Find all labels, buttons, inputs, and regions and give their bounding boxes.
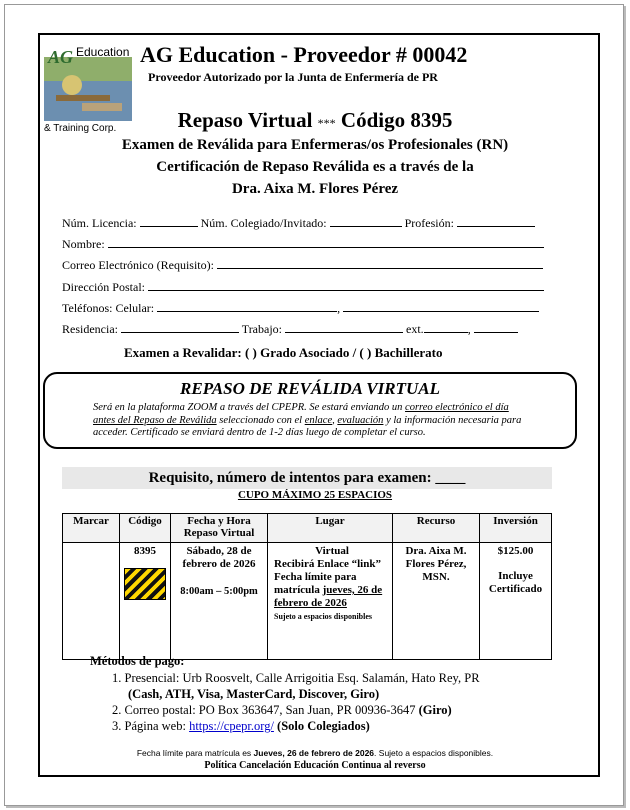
codigo-cell [120,543,171,660]
form-row-correo [62,256,543,273]
col-recurso: Recurso [393,514,480,543]
virtual-review-title: REPASO DE REVÁLIDA VIRTUAL [180,379,440,398]
course-line-3: Certificación de Repaso Reválida es a través de la [156,159,474,175]
codigo-value: 8395 [134,545,156,557]
celular-field[interactable] [157,299,337,312]
fecha-value: Sábado, 28 de febrero de 2026 [182,545,256,570]
logo-text-education: Education [76,45,130,59]
table-header-row [63,514,552,543]
ext-label: ext. [406,322,424,336]
requisito-band: Requisito, número de intentos para examen: ____ [62,467,552,489]
direccion-field[interactable] [148,278,544,291]
ext-field-2[interactable] [474,320,518,333]
payment-item-2: 2. Correo postal: PO Box 363647, San Juan, PR 00936-3647 (Giro) [112,703,452,717]
course-code: Código 8395 [340,108,453,132]
lugar-fecha-limite: Fecha límite para matrícula jueves, 26 de febrero de 2026 [274,571,383,609]
residencia-field[interactable] [121,320,239,333]
footer-policy: Política Cancelación Educación Continua al reverso [204,760,426,771]
course-line-2: Examen de Reválida para Enfermeras/os Profesionales (RN) [121,137,509,153]
colegiado-label: Núm. Colegiado/Invitado: [200,216,327,230]
precio-value: $125.00 [497,545,534,557]
form-row-nombre [62,235,544,252]
logo-text-training: & Training Corp. [44,123,117,134]
cpepr-link[interactable]: https://cpepr.org/ [189,719,274,733]
table-row [63,543,552,660]
fecha-cell [171,543,268,660]
col-lugar: Lugar [268,514,393,543]
course-line-4: Dra. Aixa M. Flores Pérez [231,181,399,197]
licencia-field[interactable] [140,214,198,227]
correo-field[interactable] [217,256,543,269]
payment-item-1-methods: (Cash, ATH, Visa, MasterCard, Discover, Giro) [128,687,380,701]
payment-item-3: 3. Página web: https://cpepr.org/ (Solo Colegiados) [112,719,370,733]
lugar-cell [268,543,393,660]
hora-value: 8:00am – 5:00pm [180,586,258,597]
col-fecha: Fecha y Hora Repaso Virtual [171,514,268,543]
lugar-virtual: Virtual [315,545,349,557]
trabajo-field[interactable] [285,320,403,333]
course-stars: *** [317,116,336,130]
form-row-direccion [62,278,544,295]
colegiado-field[interactable] [330,214,402,227]
course-name: Repaso Virtual [177,108,313,132]
profesion-label: Profesión: [404,216,454,230]
provider-title: AG Education - Proveedor # 00042 [140,42,468,67]
correo-label: Correo Electrónico (Requisito): [62,258,214,272]
provider-subtitle: Proveedor Autorizado por la Junta de Enfermería de PR [148,70,438,84]
payment-title: Métodos de pago: [90,654,185,668]
payment-item-1: 1. Presencial: Urb Roosvelt, Calle Arrigoitia Esq. Salamán, Hato Rey, PR [112,671,480,685]
exam-type-selector[interactable]: Examen a Revalidar: ( ) Grado Asociado / ( ) Bachillerato [124,345,443,360]
residencia-label: Residencia: [62,322,118,336]
recurso-cell: Dra. Aixa M. Flores Pérez, MSN. [393,543,480,660]
licencia-label: Núm. Licencia: [62,216,137,230]
form-row-telefonos: Teléfonos: Celular: , [62,299,539,316]
lugar-enlace: Recibirá Enlace “link” [274,558,381,570]
direccion-label: Dirección Postal: [62,280,145,294]
lugar-sujeto: Sujeto a espacios disponibles [274,612,373,621]
course-table [62,513,552,660]
ext-field[interactable] [424,320,468,333]
nombre-field[interactable] [108,235,544,248]
inversion-cell [480,543,552,660]
telefono-extra-field[interactable] [343,299,539,312]
col-inversion: Inversión [480,514,552,543]
nombre-label: Nombre: [62,237,105,251]
course-title [0,108,630,133]
cupo-maximo: CUPO MÁXIMO 25 ESPACIOS [237,489,393,501]
telefonos-label: Teléfonos: Celular: [62,301,155,315]
col-marcar: Marcar [63,514,120,543]
form-row-ids [62,214,535,231]
virtual-review-box [43,372,577,449]
trabajo-label: Trabajo: [241,322,283,336]
footer-deadline: Fecha límite para matrícula es Jueves, 26 de febrero de 2026. Sujeto a espacios disponibles. [136,748,494,758]
profesion-field[interactable] [457,214,535,227]
incluye-value: Incluye Certificado [488,570,543,595]
marcar-cell[interactable] [63,543,120,660]
col-codigo: Código [120,514,171,543]
virtual-review-text: Será en la plataforma ZOOM a través del CPEPR. Se estará enviando un correo electrónico el día antes del Repaso de Reválida seleccionado con el enlace, evaluación y la información necesaria para acceder. Certificado se enviará dentro de 1-2 días luego de completar el curso. [93,402,522,438]
svg-text:AG: AG [48,47,74,67]
form-row-residencia: Residencia: Trabajo: ext. , [62,320,518,337]
profesionales-badge-icon [124,568,166,600]
